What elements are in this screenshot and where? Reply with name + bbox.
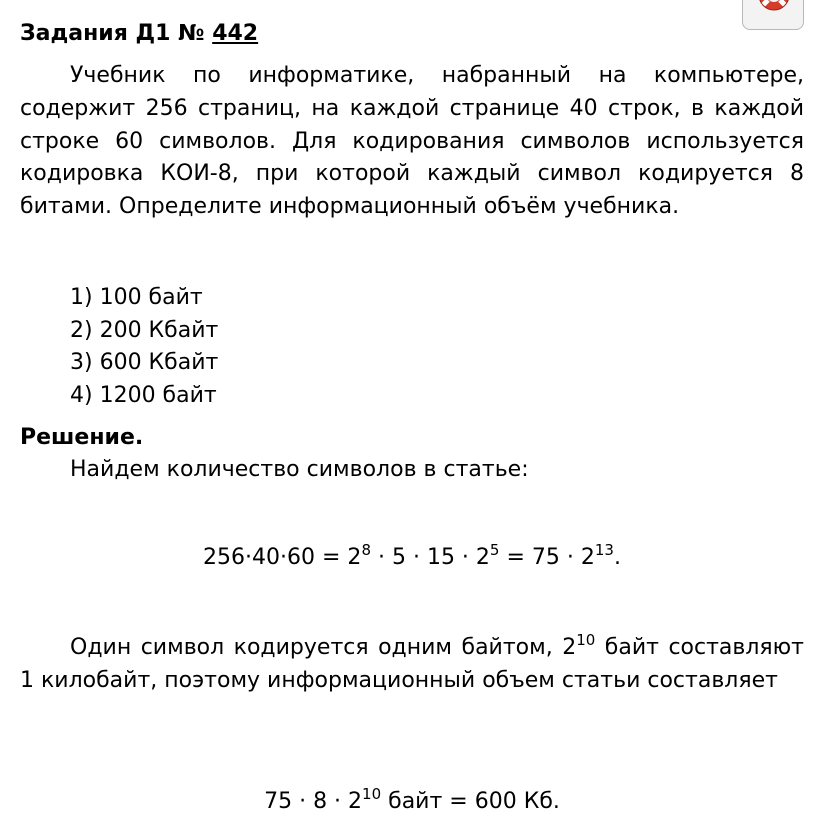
formula-result [20,786,804,818]
explanation-part-2: байт составляют 1 килобайт, поэтому информационный объем статьи составляет [20,635,804,693]
formula-2-exp: 10 [362,784,382,803]
solution-explanation [20,632,804,698]
task-header [20,18,258,50]
formula-1-exp-1: 8 [361,540,371,559]
formula-2-part-2: байт = 600 Кб. [381,789,560,814]
task-title: Задания Д1 № [20,21,213,46]
formula-2-part-1: 75 · 8 · 2 [264,789,363,814]
task-text: Учебник по информатике, набранный на компьютере, содержит 256 страниц, на каждой странице 40 строк, в каждой строке 60 символов. Для кодирования символов используется кодировка КОИ-8, при которой каждый символ кодируется 8 битами. Определите информационный объём учебника. [20,63,804,220]
solution-intro: Найдем количество символов в статье: [70,457,529,482]
explanation-part-1: Один символ кодируется одним байтом, 2 [70,635,577,660]
formula-1-part-2: · 5 · 15 · 2 [370,545,490,570]
formula-1-exp-3: 13 [594,540,614,559]
answer-list [70,282,218,412]
answer-option-2: 2) 200 Кбайт [70,317,219,343]
explanation-exp: 10 [576,630,596,649]
formula-1-exp-2: 5 [489,540,500,559]
formula-1-part-4: . [613,545,621,570]
formula-1-part-3: = 75 · 2 [499,545,595,570]
lifebuoy-icon [755,0,793,19]
help-button[interactable] [742,0,804,30]
answer-option-4: 4) 1200 байт [70,382,217,408]
formula-character-count [20,542,804,574]
solution-title: Решение. [20,425,144,450]
task-number-link[interactable]: 442 [212,21,259,46]
formula-1-part-1: 256·40·60 = 2 [203,545,362,570]
answer-option-3: 3) 600 Кбайт [70,350,219,375]
answer-option-1: 1) 100 байт [70,285,203,310]
